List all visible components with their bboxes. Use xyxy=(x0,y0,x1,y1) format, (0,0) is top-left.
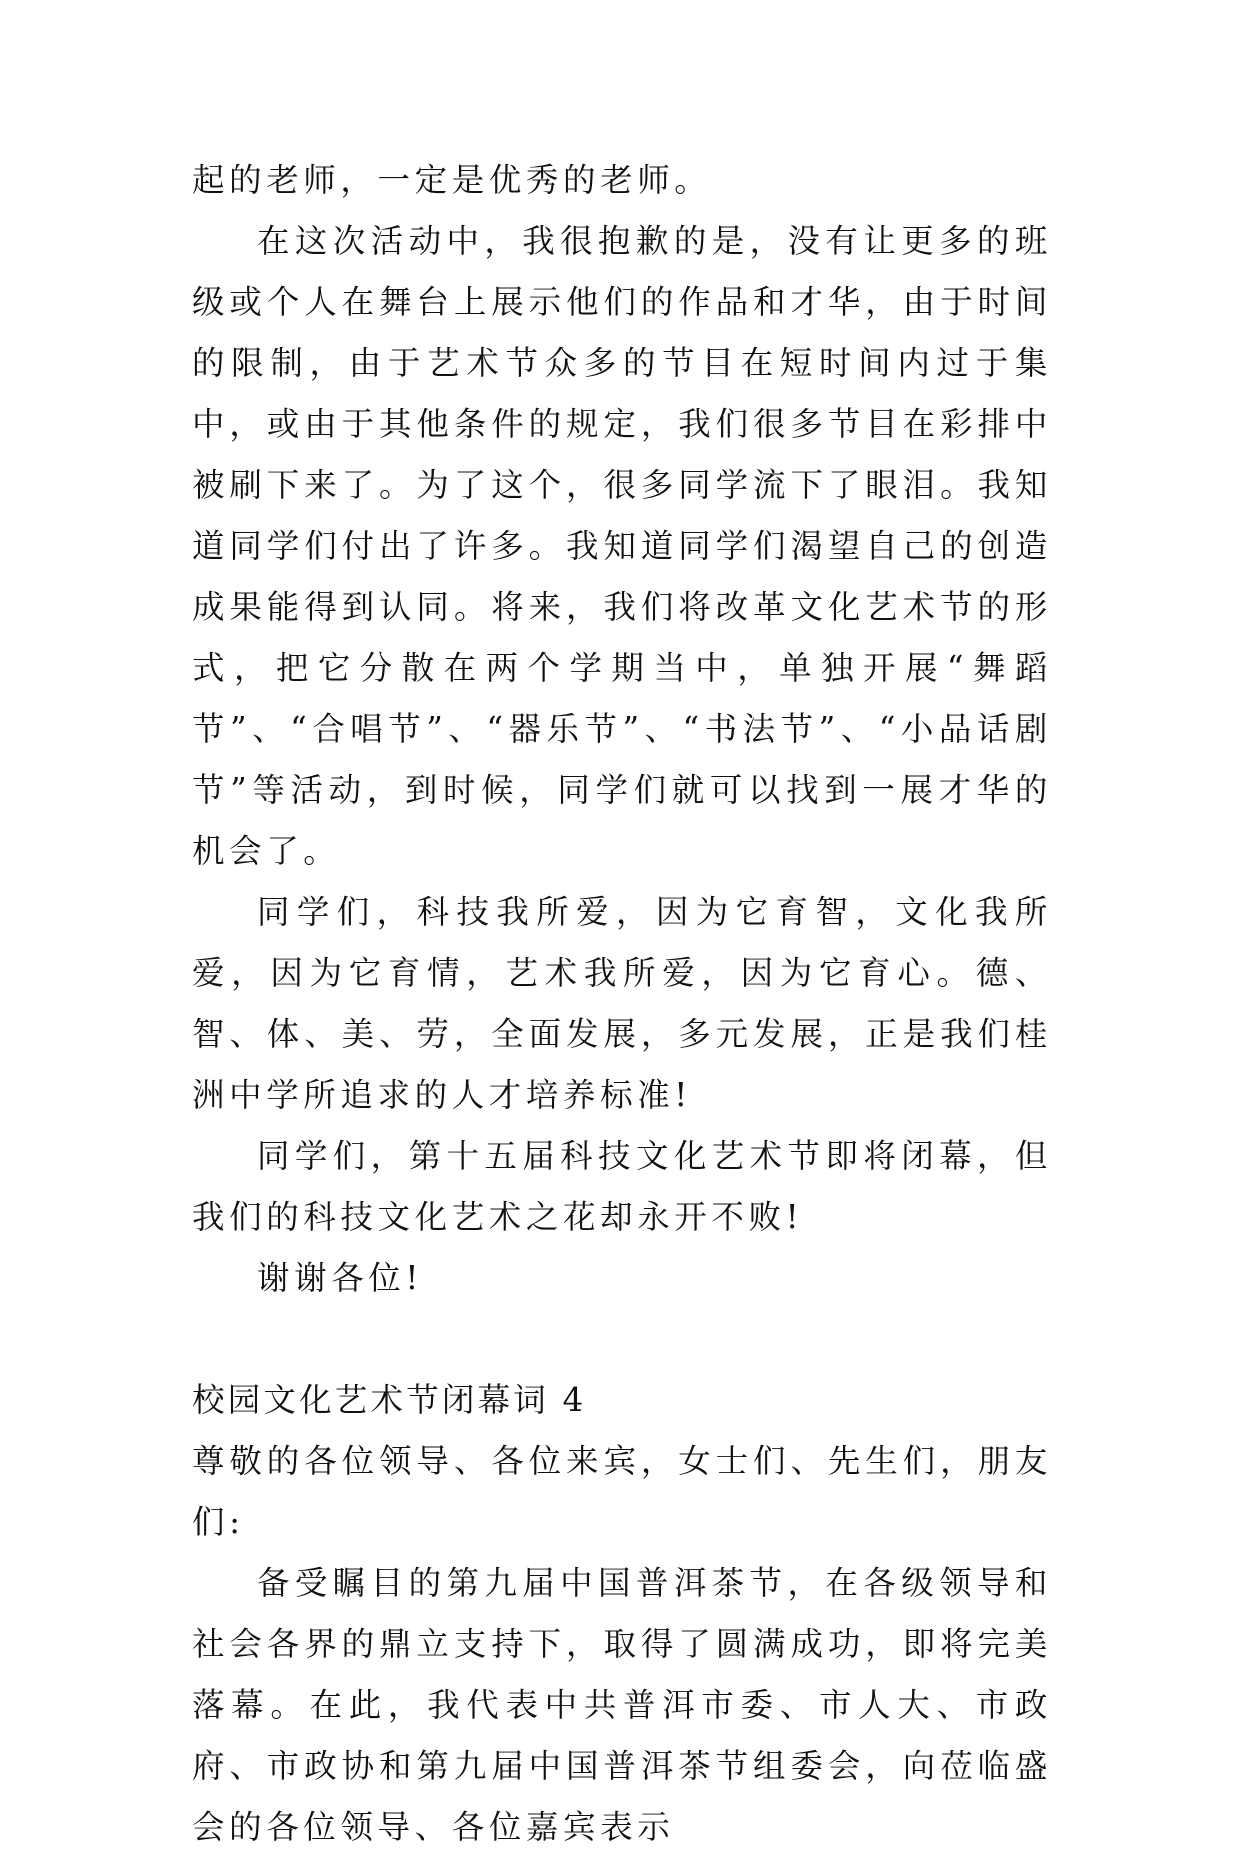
paragraph-tea-festival: 备受瞩目的第九届中国普洱茶节，在各级领导和社会各界的鼎立支持下，取得了圆满成功，即将完美落幕。在此，我代表中共普洱市委、市人大、市政府、市政协和第九届中国普洱茶节组委会，向莅临盛会的各位领导、各位嘉宾表示 xyxy=(192,1564,1052,1846)
paragraph-love-science-culture-art: 同学们，科技我所爱，因为它育智，文化我所爱，因为它育情，艺术我所爱，因为它育心。德、智、体、美、劳，全面发展，多元发展，正是我们桂洲中学所追求的人才培养标准! xyxy=(192,893,1052,1114)
salutation: 尊敬的各位领导、各位来宾，女士们、先生们，朋友们: xyxy=(192,1442,1052,1541)
document-body xyxy=(192,150,1052,1858)
section-spacer xyxy=(192,1309,1052,1370)
paragraph-continuation: 起的老师，一定是优秀的老师。 xyxy=(192,161,712,199)
paragraph-festival-closing: 同学们，第十五届科技文化艺术节即将闭幕，但我们的科技文化艺术之花却永开不败! xyxy=(192,1137,1052,1236)
section-title: 校园文化艺术节闭幕词 4 xyxy=(192,1381,587,1419)
paragraph-thanks: 谢谢各位! xyxy=(257,1259,424,1297)
paragraph-apology: 在这次活动中，我很抱歉的是，没有让更多的班级或个人在舞台上展示他们的作品和才华，由于时间的限制，由于艺术节众多的节目在短时间内过于集中，或由于其他条件的规定，我们很多节目在彩排中被刷下来了。为了这个，很多同学流下了眼泪。我知道同学们付出了许多。我知道同学们渴望自己的创造成果能得到认同。将来，我们将改革文化艺术节的形式，把它分散在两个学期当中，单独开展“舞蹈节”、“合唱节”、“器乐节”、“书法节”、“小品话剧节”等活动，到时候，同学们就可以找到一展才华的机会了。 xyxy=(192,222,1052,870)
